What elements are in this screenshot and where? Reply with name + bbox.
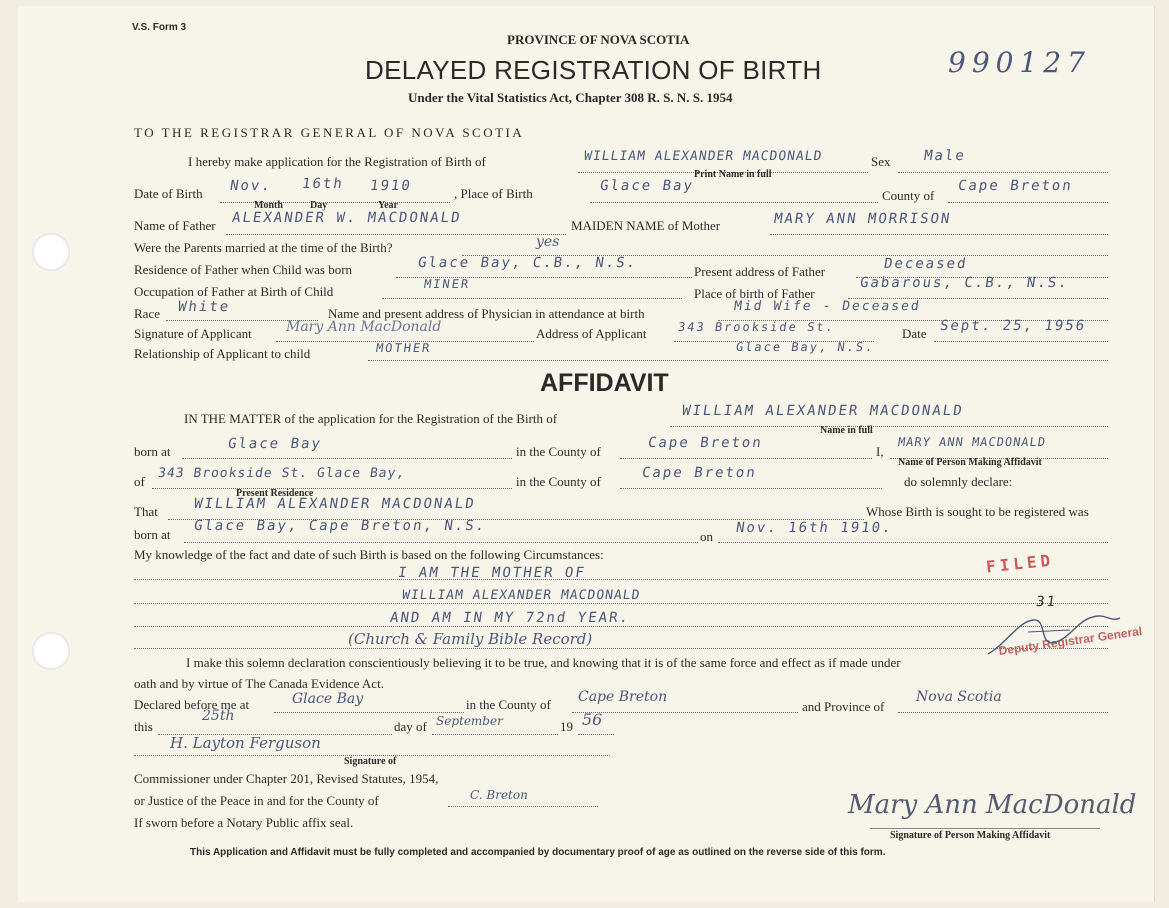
born-on-field[interactable]: Nov. 16th 1910. bbox=[734, 520, 894, 536]
dob-day-field[interactable]: 16th bbox=[300, 176, 345, 192]
applicant-signature[interactable]: Mary Ann MacDonald bbox=[286, 319, 442, 335]
of-label: of bbox=[134, 474, 145, 489]
commissioner-label: Commissioner under Chapter 201, Revised Statutes, 1954, bbox=[134, 771, 439, 786]
solemn-line-1: I make this solemn declaration conscientiously believing it to be true, and knowing that it is of the same force and effect as if made under bbox=[186, 655, 901, 670]
province-label: and Province of bbox=[802, 699, 885, 714]
address-field-line2[interactable]: Glace Bay, N.S. bbox=[735, 340, 876, 354]
sex-label: Sex bbox=[871, 154, 891, 169]
notary-label: If sworn before a Notary Public affix seal. bbox=[134, 815, 354, 830]
affiant-signature[interactable]: Mary Ann MacDonald bbox=[848, 790, 1137, 820]
justice-label: or Justice of the Peace in and for the County of bbox=[134, 793, 379, 808]
punch-hole-bottom bbox=[32, 632, 70, 670]
county1-field[interactable]: Cape Breton bbox=[646, 435, 764, 451]
physician-label: Name and present address of Physician in attendance at birth bbox=[328, 306, 645, 321]
registration-number: 990127 bbox=[948, 46, 1091, 79]
on-label: on bbox=[700, 529, 713, 544]
father-birth-label: Place of birth of Father bbox=[694, 286, 815, 301]
mother-field[interactable]: MARY ANN MORRISON bbox=[772, 211, 953, 227]
res-father-label: Residence of Father when Child was born bbox=[134, 262, 353, 277]
dob-label: Date of Birth bbox=[134, 186, 203, 201]
born-at2-field[interactable]: Glace Bay, Cape Breton, N.S. bbox=[192, 518, 488, 534]
res-father-field[interactable]: Glace Bay, C.B., N.S. bbox=[416, 255, 639, 271]
mother-label: MAIDEN NAME of Mother bbox=[571, 218, 721, 233]
born-at-field[interactable]: Glace Bay bbox=[226, 436, 323, 452]
in-county-label-1: in the County of bbox=[516, 444, 601, 459]
intro-label: I hereby make application for the Registration of Birth of bbox=[188, 154, 486, 169]
born-at-label: born at bbox=[134, 444, 171, 459]
matter-label: IN THE MATTER of the application for the Registration of the Birth of bbox=[184, 411, 558, 426]
county-label: County of bbox=[882, 188, 935, 203]
month-hint: Month bbox=[254, 200, 283, 211]
circumstance-line-2[interactable]: WILLIAM ALEXANDER MACDONALD bbox=[400, 588, 642, 603]
date-field[interactable]: Sept. 25, 1956 bbox=[938, 318, 1088, 334]
affiant-signature-hint: Signature of Person Making Affidavit bbox=[890, 830, 1051, 841]
circumstance-line-1[interactable]: I AM THE MOTHER OF bbox=[396, 565, 587, 581]
county-field[interactable]: Cape Breton bbox=[956, 178, 1074, 194]
form-title: DELAYED REGISTRATION OF BIRTH bbox=[365, 55, 822, 85]
race-label: Race bbox=[134, 306, 160, 321]
married-label: Were the Parents married at the time of the Birth? bbox=[134, 240, 393, 255]
affidavit-title: AFFIDAVIT bbox=[540, 369, 669, 397]
that-name-field[interactable]: WILLIAM ALEXANDER MACDONALD bbox=[192, 496, 477, 512]
signature-label: Signature of Applicant bbox=[134, 326, 252, 341]
county3-field[interactable]: Cape Breton bbox=[578, 689, 668, 705]
physician-field[interactable]: Mid Wife - Deceased bbox=[732, 299, 922, 314]
present-father-field[interactable]: Deceased bbox=[882, 256, 969, 272]
province-heading: PROVINCE OF NOVA SCOTIA bbox=[507, 32, 690, 47]
signature-of-hint: Signature of bbox=[344, 756, 397, 767]
residence-field[interactable]: 343 Brookside St. Glace Bay, bbox=[156, 466, 407, 481]
father-birth-field[interactable]: Gabarous, C.B., N.S. bbox=[858, 275, 1070, 291]
form-subtitle: Under the Vital Statistics Act, Chapter 308 R. S. N. S. 1954 bbox=[408, 90, 733, 105]
punch-hole-top bbox=[32, 233, 70, 271]
place-field[interactable]: Glace Bay bbox=[598, 178, 695, 194]
filed-day: 31 bbox=[1034, 594, 1058, 610]
child-name-field[interactable]: WILLIAM ALEXANDER MACDONALD bbox=[582, 149, 824, 164]
registrar-signature bbox=[978, 602, 1128, 662]
dob-month-field[interactable]: Nov. bbox=[228, 178, 273, 194]
married-field[interactable]: yes bbox=[536, 234, 560, 250]
declared-label: Declared before me at bbox=[134, 697, 250, 712]
i-label: I, bbox=[876, 444, 884, 459]
affiant-hint: Name of Person Making Affidavit bbox=[898, 457, 1042, 468]
this-label: this bbox=[134, 719, 153, 734]
filed-stamp: FILED bbox=[985, 550, 1055, 577]
birth-registration-form bbox=[18, 6, 1155, 902]
father-label: Name of Father bbox=[134, 218, 216, 233]
affidavit-child-name[interactable]: WILLIAM ALEXANDER MACDONALD bbox=[680, 403, 965, 419]
whose-label: Whose Birth is sought to be registered was bbox=[866, 504, 1089, 519]
address-label: Address of Applicant bbox=[536, 326, 647, 341]
day-hint: Day bbox=[310, 200, 328, 211]
occupation-field[interactable]: MINER bbox=[423, 277, 472, 291]
month-field[interactable]: September bbox=[436, 714, 503, 728]
declare-label: do solemnly declare: bbox=[904, 474, 1013, 489]
sex-field[interactable]: Male bbox=[922, 148, 967, 164]
year-field[interactable]: 56 bbox=[582, 710, 603, 729]
year-hint: Year bbox=[378, 200, 398, 211]
born-at2-label: born at bbox=[134, 527, 171, 542]
county2-field[interactable]: Cape Breton bbox=[640, 465, 758, 481]
place-label: , Place of Birth bbox=[454, 186, 533, 201]
relationship-label: Relationship of Applicant to child bbox=[134, 346, 311, 361]
dob-year-field[interactable]: 1910 bbox=[368, 178, 413, 194]
that-label: That bbox=[134, 504, 158, 519]
year-prefix: 19 bbox=[560, 719, 573, 734]
name-hint: Name in full bbox=[820, 425, 873, 436]
declared-at-field[interactable]: Glace Bay bbox=[292, 691, 364, 707]
race-field[interactable]: White bbox=[176, 299, 232, 315]
form-number: V.S. Form 3 bbox=[132, 22, 187, 33]
day-field[interactable]: 25th bbox=[202, 708, 235, 724]
in-county-label-2: in the County of bbox=[516, 474, 601, 489]
residence-hint: Present Residence bbox=[236, 488, 314, 499]
father-field[interactable]: ALEXANDER W. MACDONALD bbox=[230, 210, 463, 226]
footer-note: This Application and Affidavit must be fully completed and accompanied by documentary proof of age as outlined on the reverse side of this form. bbox=[190, 847, 886, 858]
circumstance-line-3[interactable]: AND AM IN MY 72nd YEAR. bbox=[388, 610, 631, 626]
commissioner-signature[interactable]: H. Layton Ferguson bbox=[170, 734, 321, 752]
occupation-label: Occupation of Father at Birth of Child bbox=[134, 284, 334, 299]
deputy-registrar-stamp: Deputy Registrar General bbox=[997, 623, 1143, 659]
in-county-label-3: in the County of bbox=[466, 697, 551, 712]
circumstance-line-4[interactable]: (Church & Family Bible Record) bbox=[348, 630, 593, 648]
province-field[interactable]: Nova Scotia bbox=[916, 689, 1002, 705]
addressee: TO THE REGISTRAR GENERAL OF NOVA SCOTIA bbox=[134, 125, 525, 140]
solemn-line-2: oath and by virtue of The Canada Evidence Act. bbox=[134, 676, 384, 691]
day-of-label: day of bbox=[394, 719, 427, 734]
affiant-name-field[interactable]: MARY ANN MACDONALD bbox=[897, 435, 1048, 449]
knowledge-label: My knowledge of the fact and date of such Birth is based on the following Circumstances: bbox=[134, 547, 604, 562]
date-label: Date bbox=[902, 326, 927, 341]
address-field[interactable]: 343 Brookside St. bbox=[677, 320, 836, 334]
print-hint: Print Name in full bbox=[694, 169, 772, 180]
present-father-label: Present address of Father bbox=[694, 264, 826, 279]
relationship-field[interactable]: MOTHER bbox=[375, 341, 433, 355]
justice-county-field[interactable]: C. Breton bbox=[470, 788, 528, 802]
